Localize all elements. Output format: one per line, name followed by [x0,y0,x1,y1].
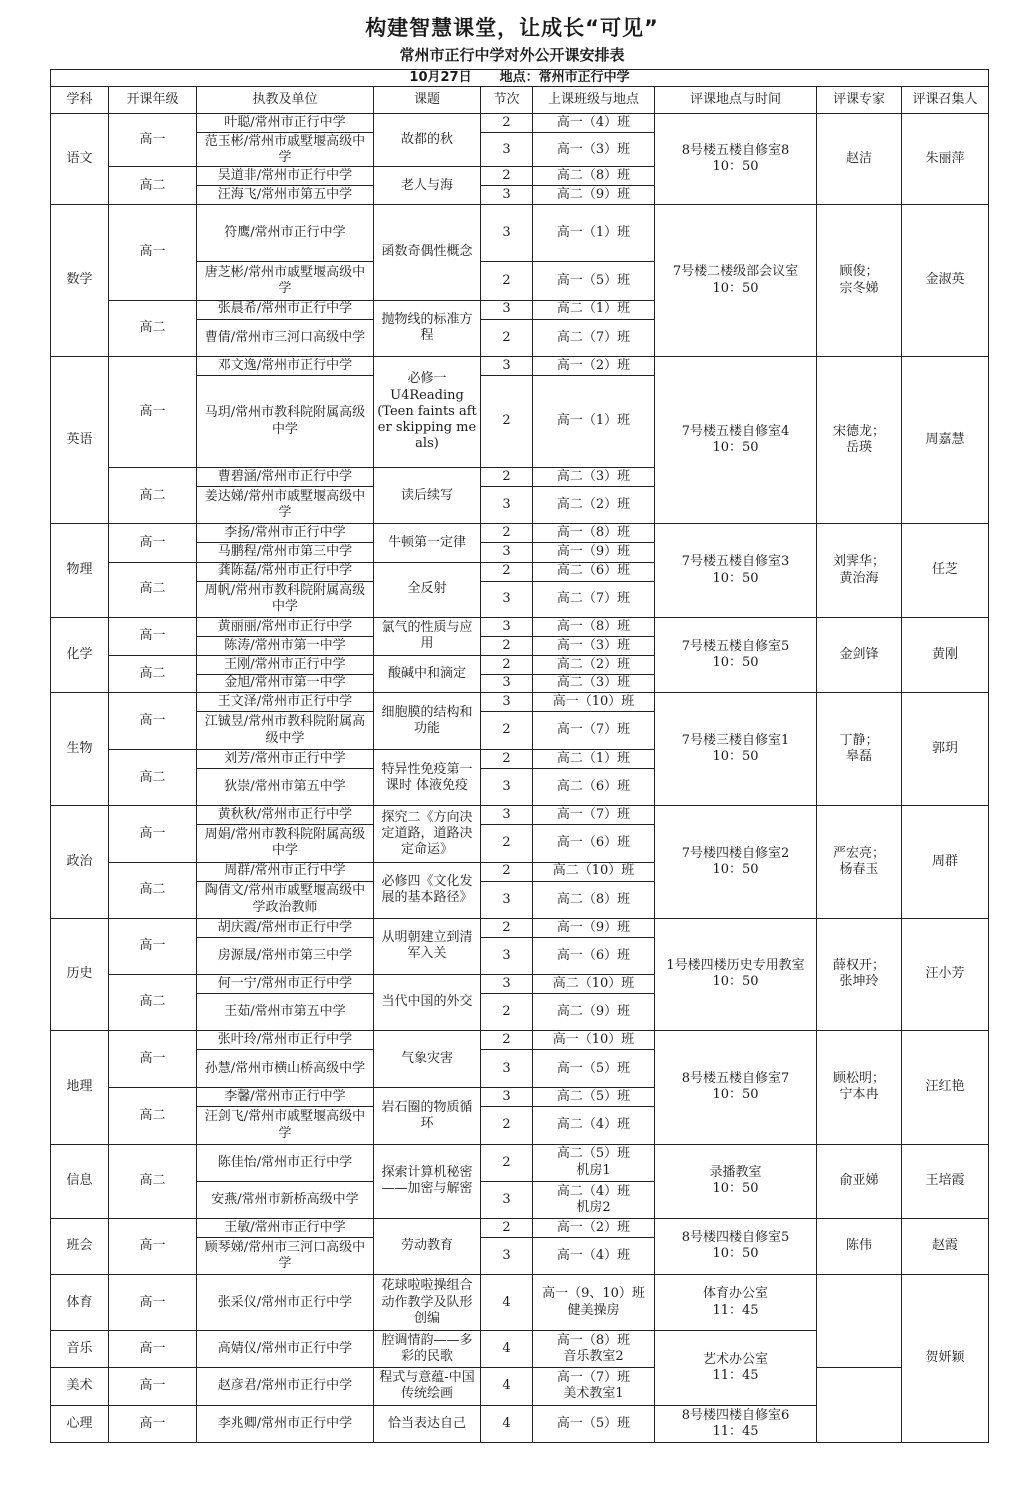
teacher-cell: 姜达娣/常州市戚墅堰高级中学 [197,487,374,524]
expert-cell: 金剑锋 [817,617,902,692]
grade-cell: 高一 [109,806,197,862]
class-cell: 高一（5）班 [533,262,655,300]
period-cell: 2 [481,468,533,487]
topic-cell: 老人与海 [374,167,481,205]
table-row [51,524,989,543]
class-cell: 高一（6）班 [533,825,655,862]
grade-cell: 高一 [109,1368,197,1405]
class-cell: 高二（9）班 [533,994,655,1031]
topic-cell: 故都的秋 [374,114,481,167]
venue-cell: 7号楼五楼自修室4 10：50 [655,356,817,524]
class-cell: 高一（9、10）班 健美操房 [533,1275,655,1331]
topic-cell: 牛顿第一定律 [374,524,481,562]
venue-cell: 体育办公室 11：45 [655,1275,817,1331]
topic-cell: 气象灾害 [374,1031,481,1088]
class-cell: 高一（10）班 [533,692,655,711]
venue-cell: 7号楼三楼自修室1 10：50 [655,692,817,805]
subject-cell: 美术 [51,1368,109,1405]
header-cell: 开课年级 [109,87,197,114]
period-cell: 3 [481,674,533,692]
class-cell: 高一（5）班 [533,1405,655,1442]
grade-cell: 高一 [109,918,197,974]
expert-cell: 严宏亮； 杨春玉 [817,806,902,918]
table-row [51,1144,989,1181]
topic-cell: 细胞膜的结构和功能 [374,692,481,749]
teacher-cell: 曹倩/常州市三河口高级中学 [197,319,374,356]
period-cell: 2 [481,319,533,356]
expert-cell: 赵洁 [817,114,902,205]
teacher-cell: 李兆卿/常州市正行中学 [197,1405,374,1442]
topic-cell: 酸碱中和滴定 [374,655,481,692]
period-cell: 2 [481,167,533,186]
header-cell: 学科 [51,87,109,114]
topic-cell: 探究二《方向决定道路，道路决定命运》 [374,806,481,862]
subject-cell: 化学 [51,617,109,692]
header-cell: 评课召集人 [902,87,989,114]
teacher-cell: 陈涛/常州市第一中学 [197,636,374,655]
class-cell: 高二（2）班 [533,487,655,524]
grade-cell: 高一 [109,356,197,467]
subject-cell: 生物 [51,692,109,805]
header-cell: 评课地点与时间 [655,87,817,114]
class-cell: 高一（7）班 [533,806,655,825]
class-cell: 高一（5）班 [533,1050,655,1088]
expert-cell: 顾俊； 宗冬娣 [817,205,902,357]
subject-cell: 政治 [51,806,109,918]
teacher-cell: 陶倩文/常州市戚墅堰高级中学政治教师 [197,881,374,918]
grade-cell: 高二 [109,862,197,918]
period-cell: 2 [481,114,533,133]
grade-cell: 高二 [109,750,197,806]
venue-cell: 8号楼五楼自修室7 10：50 [655,1031,817,1144]
expert-cell: 陈伟 [817,1218,902,1274]
topic-cell: 从明朝建立到清军入关 [374,918,481,974]
teacher-cell: 王茹/常州市第五中学 [197,994,374,1031]
expert-cell: 顾松明； 宁本冉 [817,1031,902,1144]
teacher-cell: 马玥/常州市教科院附属高级中学 [197,375,374,467]
table-row [51,1031,989,1050]
convener-cell: 朱丽萍 [902,114,989,205]
grade-cell: 高二 [109,468,197,524]
header-cell: 节次 [481,87,533,114]
period-cell: 2 [481,375,533,467]
teacher-cell: 安燕/常州市新桥高级中学 [197,1181,374,1218]
class-cell: 高二（2）班 [533,655,655,674]
period-cell: 2 [481,262,533,300]
topic-cell: 腔调情韵——多彩的民歌 [374,1331,481,1368]
period-cell: 2 [481,1031,533,1050]
teacher-cell: 马鹏程/常州市第三中学 [197,543,374,562]
convener-cell: 周群 [902,806,989,918]
class-cell: 高二（8）班 [533,167,655,186]
table-row [51,205,989,262]
teacher-cell: 黄丽丽/常州市正行中学 [197,617,374,636]
venue-cell: 1号楼四楼历史专用教室 10：50 [655,918,817,1030]
teacher-cell: 汪海飞/常州市第五中学 [197,186,374,205]
grade-cell: 高一 [109,205,197,300]
class-cell: 高一（6）班 [533,937,655,974]
period-cell: 3 [481,300,533,319]
class-cell: 高二（9）班 [533,186,655,205]
period-cell: 3 [481,1050,533,1088]
class-cell: 高一（7）班 美术教室1 [533,1368,655,1405]
period-cell: 3 [481,1237,533,1274]
period-cell: 3 [481,617,533,636]
convener-cell: 周嘉慧 [902,356,989,524]
teacher-cell: 符鹰/常州市正行中学 [197,205,374,262]
period-cell: 3 [481,1181,533,1218]
period-cell: 3 [481,1088,533,1107]
grade-cell: 高一 [109,1331,197,1368]
venue-cell: 艺术办公室 11：45 [655,1331,817,1405]
venue-cell: 8号楼五楼自修室8 10：50 [655,114,817,205]
period-cell: 4 [481,1331,533,1368]
date-label: 10月27日 [409,70,472,86]
grade-cell: 高二 [109,1144,197,1218]
period-cell: 3 [481,881,533,918]
period-cell: 2 [481,750,533,769]
venue-cell: 7号楼二楼级部会议室 10：50 [655,205,817,357]
period-cell: 2 [481,862,533,881]
expert-cell: 宋德龙； 岳瑛 [817,356,902,524]
period-cell: 2 [481,524,533,543]
period-cell: 3 [481,769,533,806]
topic-cell: 当代中国的外交 [374,974,481,1030]
convener-cell: 赵霞 [902,1218,989,1274]
convener-cell: 黄刚 [902,617,989,692]
grade-cell: 高二 [109,300,197,356]
period-cell: 2 [481,562,533,581]
period-cell: 2 [481,1144,533,1181]
expert-cell: 俞亚娣 [817,1144,902,1218]
class-cell: 高二（7）班 [533,319,655,356]
topic-cell: 特异性免疫第一课时 体液免疫 [374,750,481,806]
subject-cell: 物理 [51,524,109,617]
page-subtitle: 常州市正行中学对外公开课安排表 [399,46,625,64]
venue-cell: 录播教室 10：50 [655,1144,817,1218]
class-cell: 高二（6）班 [533,769,655,806]
table-row [51,918,989,937]
grade-cell: 高二 [109,1088,197,1144]
subject-cell: 心理 [51,1405,109,1442]
teacher-cell: 周帆/常州市教科院附属高级中学 [197,581,374,617]
venue-cell: 8号楼四楼自修室6 11：45 [655,1405,817,1442]
teacher-cell: 房源晟/常州市第三中学 [197,937,374,974]
teacher-cell: 范玉彬/常州市戚墅堰高级中学 [197,133,374,167]
period-cell: 2 [481,636,533,655]
teacher-cell: 张采仪/常州市正行中学 [197,1275,374,1331]
class-cell: 高二（1）班 [533,750,655,769]
teacher-cell: 唐芝彬/常州市戚墅堰高级中学 [197,262,374,300]
period-cell: 2 [481,918,533,937]
grade-cell: 高一 [109,1031,197,1088]
period-cell: 3 [481,692,533,711]
table-row [51,356,989,375]
period-cell: 3 [481,487,533,524]
teacher-cell: 陈佳怡/常州市正行中学 [197,1144,374,1181]
subject-cell: 语文 [51,114,109,205]
class-cell: 高二（10）班 [533,974,655,993]
topic-cell: 岩石圈的物质循环 [374,1088,481,1144]
period-cell: 2 [481,712,533,750]
grade-cell: 高一 [109,524,197,562]
class-cell: 高一（8）班 [533,617,655,636]
expert-cell: 丁静； 皋磊 [817,692,902,805]
period-cell: 4 [481,1368,533,1405]
grade-cell: 高一 [109,1218,197,1274]
teacher-cell: 张晨希/常州市正行中学 [197,300,374,319]
teacher-cell: 胡庆霞/常州市正行中学 [197,918,374,937]
subject-cell: 体育 [51,1275,109,1331]
class-cell: 高一（3）班 [533,133,655,167]
topic-cell: 氯气的性质与应用 [374,617,481,655]
teacher-cell: 金旭/常州市第一中学 [197,674,374,692]
teacher-cell: 狄崇/常州市第五中学 [197,769,374,806]
topic-cell: 恰当表达自己 [374,1405,481,1442]
table-row [51,1368,989,1405]
info-row [51,70,989,87]
teacher-cell: 江铖昱/常州市教科院附属高级中学 [197,712,374,750]
period-cell: 2 [481,1107,533,1144]
period-cell: 3 [481,205,533,262]
table-row [51,1275,989,1331]
period-cell: 3 [481,806,533,825]
grade-cell: 高一 [109,617,197,655]
convener-cell: 汪红艳 [902,1031,989,1144]
expert-cell: 薛权开； 张坤玲 [817,918,902,1030]
class-cell: 高二（3）班 [533,674,655,692]
grade-cell: 高二 [109,655,197,692]
teacher-cell: 周娟/常州市教科院附属高级中学 [197,825,374,862]
class-cell: 高二（5）班 机房1 [533,1144,655,1181]
period-cell: 4 [481,1405,533,1442]
teacher-cell: 吴道非/常州市正行中学 [197,167,374,186]
class-cell: 高一（4）班 [533,1237,655,1274]
teacher-cell: 李扬/常州市正行中学 [197,524,374,543]
topic-cell: 必修一 U4Reading (Teen faints after skipping meals) [374,356,481,467]
class-cell: 高二（5）班 [533,1088,655,1107]
subject-cell: 音乐 [51,1331,109,1368]
teacher-cell: 何一宁/常州市正行中学 [197,974,374,993]
class-cell: 高一（9）班 [533,543,655,562]
period-cell: 3 [481,186,533,205]
class-cell: 高一（7）班 [533,712,655,750]
topic-cell: 函数奇偶性概念 [374,205,481,300]
subject-cell: 班会 [51,1218,109,1274]
header-cell: 执教及单位 [197,87,374,114]
period-cell: 2 [481,1218,533,1237]
class-cell: 高一（8）班 [533,524,655,543]
period-cell: 2 [481,825,533,862]
venue-cell: 8号楼四楼自修室5 10：50 [655,1218,817,1274]
teacher-cell: 张叶玲/常州市正行中学 [197,1031,374,1050]
teacher-cell: 顾琴娣/常州市三河口高级中学 [197,1237,374,1274]
teacher-cell: 汪剑飞/常州市戚墅堰高级中学 [197,1107,374,1144]
class-cell: 高二（3）班 [533,468,655,487]
class-cell: 高一（1）班 [533,205,655,262]
grade-cell: 高二 [109,562,197,617]
table-row [51,1218,989,1237]
class-cell: 高二（4）班 [533,1107,655,1144]
class-cell: 高一（2）班 [533,1218,655,1237]
schedule-table [50,69,989,1443]
class-cell: 高二（7）班 [533,581,655,617]
class-cell: 高一（3）班 [533,636,655,655]
expert-cell [817,1368,902,1443]
grade-cell: 高一 [109,1275,197,1331]
expert-cell [817,1275,902,1368]
period-cell: 3 [481,581,533,617]
teacher-cell: 刘芳/常州市正行中学 [197,750,374,769]
class-cell: 高一（4）班 [533,114,655,133]
topic-cell: 花球啦啦操组合动作教学及队形创编 [374,1275,481,1331]
teacher-cell: 孙慧/常州市横山桥高级中学 [197,1050,374,1088]
table-row [51,806,989,825]
grade-cell: 高一 [109,1405,197,1442]
header-cell: 上课班级与地点 [533,87,655,114]
subject-cell: 信息 [51,1144,109,1218]
class-cell: 高一（9）班 [533,918,655,937]
class-cell: 高一（1）班 [533,375,655,467]
teacher-cell: 王文泽/常州市正行中学 [197,692,374,711]
period-cell: 3 [481,937,533,974]
grade-cell: 高二 [109,974,197,1030]
header-cell: 评课专家 [817,87,902,114]
class-cell: 高二（1）班 [533,300,655,319]
teacher-cell: 龚陈磊/常州市正行中学 [197,562,374,581]
subject-cell: 历史 [51,918,109,1030]
convener-cell: 金淑英 [902,205,989,357]
teacher-cell: 邓文逸/常州市正行中学 [197,356,374,375]
period-cell: 2 [481,655,533,674]
teacher-cell: 周群/常州市正行中学 [197,862,374,881]
grade-cell: 高一 [109,692,197,749]
convener-cell: 王培霞 [902,1144,989,1218]
table-row [51,114,989,133]
topic-cell: 全反射 [374,562,481,617]
grade-cell: 高二 [109,167,197,205]
location-label: 地点：常州市正行中学 [499,70,630,86]
period-cell: 3 [481,974,533,993]
table-row [51,692,989,711]
table-row [51,617,989,636]
topic-cell: 抛物线的标准方程 [374,300,481,356]
class-cell: 高二（8）班 [533,881,655,918]
header-row [51,87,989,114]
class-cell: 高一（2）班 [533,356,655,375]
topic-cell: 劳动教育 [374,1218,481,1274]
teacher-cell: 王刚/常州市正行中学 [197,655,374,674]
venue-cell: 7号楼五楼自修室5 10：50 [655,617,817,692]
period-cell: 3 [481,543,533,562]
class-cell: 高一（10）班 [533,1031,655,1050]
teacher-cell: 黄秋秋/常州市正行中学 [197,806,374,825]
header-cell: 课题 [374,87,481,114]
subject-cell: 数学 [51,205,109,357]
topic-cell: 程式与意蕴-中国传统绘画 [374,1368,481,1405]
topic-cell: 读后续写 [374,468,481,524]
period-cell: 2 [481,994,533,1031]
venue-cell: 7号楼四楼自修室2 10：50 [655,806,817,918]
teacher-cell: 高婧仪/常州市正行中学 [197,1331,374,1368]
venue-cell: 7号楼五楼自修室3 10：50 [655,524,817,617]
period-cell: 4 [481,1275,533,1331]
class-cell: 高一（8）班 音乐教室2 [533,1331,655,1368]
topic-cell: 探索计算机秘密——加密与解密 [374,1144,481,1218]
topic-cell: 必修四《文化发展的基本路径》 [374,862,481,918]
teacher-cell: 李馨/常州市正行中学 [197,1088,374,1107]
convener-cell: 任芝 [902,524,989,617]
convener-cell: 贺妍颖 [902,1275,989,1443]
class-cell: 高二（6）班 [533,562,655,581]
teacher-cell: 叶聪/常州市正行中学 [197,114,374,133]
convener-cell: 汪小芳 [902,918,989,1030]
subject-cell: 英语 [51,356,109,524]
period-cell: 3 [481,133,533,167]
period-cell: 3 [481,356,533,375]
convener-cell: 郭玥 [902,692,989,805]
class-cell: 高二（4）班 机房2 [533,1181,655,1218]
expert-cell: 刘霁华； 黄治海 [817,524,902,617]
teacher-cell: 赵彦君/常州市正行中学 [197,1368,374,1405]
teacher-cell: 王敏/常州市正行中学 [197,1218,374,1237]
page-title: 构建智慧课堂，让成长“可见” [365,16,659,40]
grade-cell: 高一 [109,114,197,167]
subject-cell: 地理 [51,1031,109,1144]
class-cell: 高二（10）班 [533,862,655,881]
teacher-cell: 曹碧涵/常州市正行中学 [197,468,374,487]
